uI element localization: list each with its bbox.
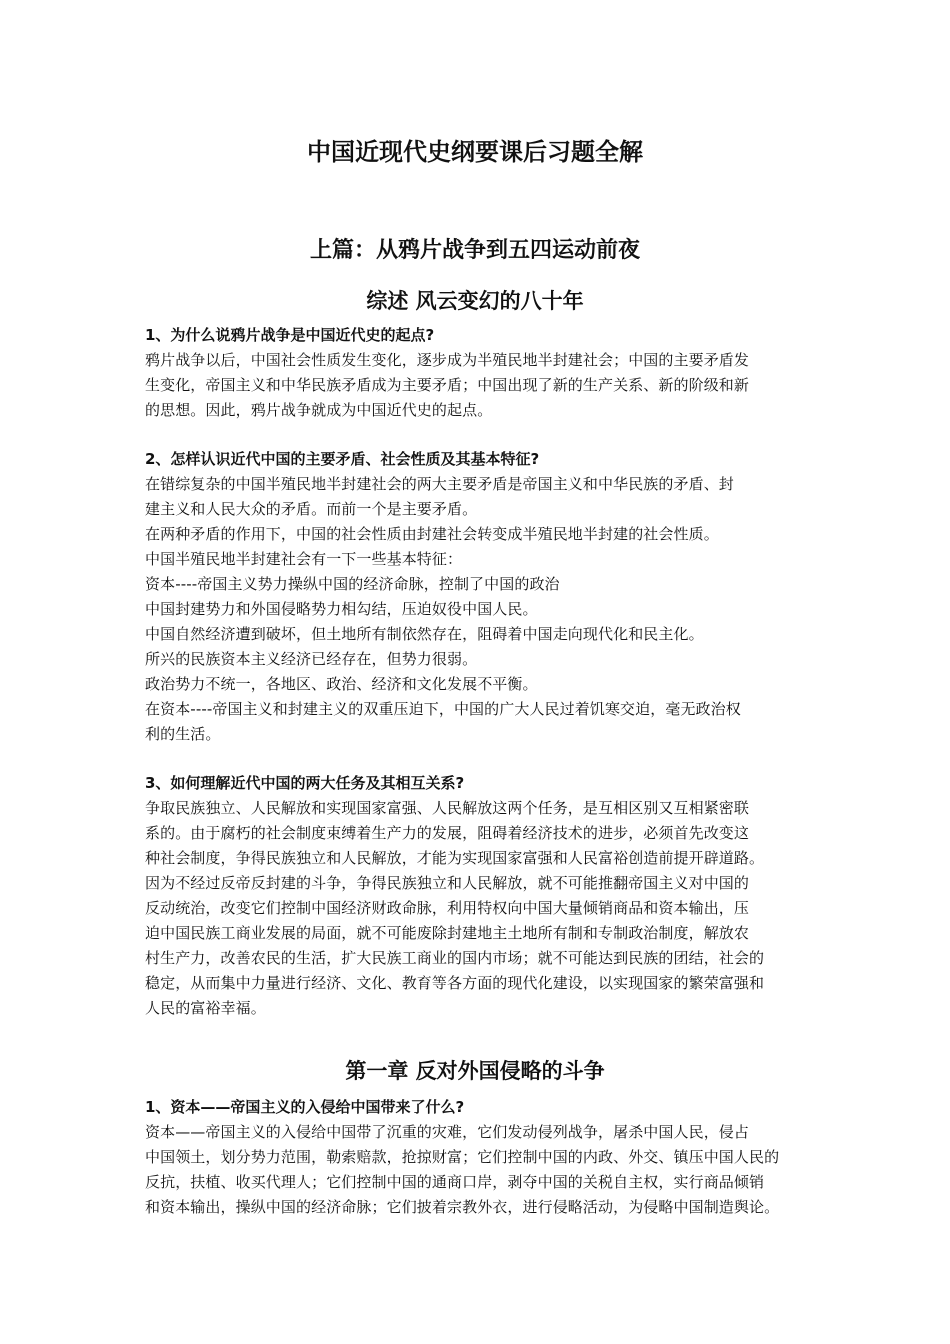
answer-line: 系的。由于腐朽的社会制度束缚着生产力的发展，阻碍着经济技术的进步，必须首先改变这 (145, 824, 750, 842)
part-title: 上篇：从鸦片战争到五四运动前夜 (309, 238, 640, 263)
answer-line: 的思想。因此，鸦片战争就成为中国近代史的起点。 (145, 401, 493, 419)
answer-line: 迫中国民族工商业发展的局面，就不可能废除封建地主土地所有制和专制政治制度，解放农 (145, 924, 750, 942)
answer-line: 建主义和人民大众的矛盾。而前一个是主要矛盾。 (145, 500, 478, 518)
question-heading: 1、为什么说鸦片战争是中国近代史的起点? (145, 326, 435, 344)
overview-content (145, 323, 815, 1021)
answer-line: 中国领土，划分势力范围，勒索赔款，抢掠财富；它们控制中国的内政、外交、镇压中国人民的 (145, 1148, 780, 1166)
document-title: 中国近现代史纲要课后习题全解 (307, 138, 643, 166)
answer-line: 村生产力，改善农民的生活，扩大民族工商业的国内市场；就不可能达到民族的团结，社会的 (145, 949, 765, 967)
answer-line: 利的生活。 (145, 725, 221, 743)
question-heading: 3、如何理解近代中国的两大任务及其相互关系? (145, 774, 465, 792)
answer-line: 在两种矛盾的作用下，中国的社会性质由封建社会转变成半殖民地半封建的社会性质。 (145, 525, 719, 543)
question-heading: 2、怎样认识近代中国的主要矛盾、社会性质及其基本特征? (145, 450, 540, 468)
answer-line: 稳定，从而集中力量进行经济、文化、教育等各方面的现代化建设，以实现国家的繁荣富强和 (145, 974, 765, 992)
answer-line: 反抗，扶植、收买代理人；它们控制中国的通商口岸，剥夺中国的关税自主权，实行商品倾销 (145, 1173, 765, 1191)
chapter-title: 第一章 反对外国侵略的斗争 (345, 1059, 605, 1083)
chapter-content (145, 1095, 815, 1220)
answer-line: 反动统治，改变它们控制中国经济财政命脉，利用特权向中国大量倾销商品和资本输出，压 (145, 899, 750, 917)
answer-line: 中国封建势力和外国侵略势力相勾结，压迫奴役中国人民。 (145, 600, 538, 618)
question-heading: 1、资本——帝国主义的入侵给中国带来了什么? (145, 1098, 465, 1116)
answer-line: 资本----帝国主义势力操纵中国的经济命脉，控制了中国的政治 (145, 575, 560, 593)
answer-line: 人民的富裕幸福。 (145, 999, 266, 1017)
answer-line: 和资本输出，操纵中国的经济命脉；它们披着宗教外衣，进行侵略活动，为侵略中国制造舆论。 (145, 1198, 780, 1216)
answer-line: 政治势力不统一，各地区、政治、经济和文化发展不平衡。 (145, 675, 538, 693)
answer-line: 争取民族独立、人民解放和实现国家富强、人民解放这两个任务，是互相区别又互相紧密联 (145, 799, 750, 817)
answer-line: 在错综复杂的中国半殖民地半封建社会的两大主要矛盾是帝国主义和中华民族的矛盾、封 (145, 475, 734, 493)
answer-line: 在资本----帝国主义和封建主义的双重压迫下，中国的广大人民过着饥寒交迫，毫无政治权 (145, 700, 741, 718)
answer-line: 所兴的民族资本主义经济已经存在，但势力很弱。 (145, 650, 478, 668)
overview-title: 综述 风云变幻的八十年 (366, 289, 584, 313)
answer-line: 因为不经过反帝反封建的斗争，争得民族独立和人民解放，就不可能推翻帝国主义对中国的 (145, 874, 750, 892)
answer-line: 生变化，帝国主义和中华民族矛盾成为主要矛盾；中国出现了新的生产关系、新的阶级和新 (145, 376, 750, 394)
answer-line: 中国自然经济遭到破坏，但土地所有制依然存在，阻碍着中国走向现代化和民主化。 (145, 625, 704, 643)
answer-line: 种社会制度，争得民族独立和人民解放，才能为实现国家富强和人民富裕创造前提开辟道路。 (145, 849, 765, 867)
answer-line: 鸦片战争以后，中国社会性质发生变化，逐步成为半殖民地半封建社会；中国的主要矛盾发 (145, 351, 750, 369)
answer-line: 资本——帝国主义的入侵给中国带了沉重的灾难，它们发动侵列战争，屠杀中国人民，侵占 (145, 1123, 750, 1141)
answer-line: 中国半殖民地半封建社会有一下一些基本特征： (145, 550, 463, 568)
